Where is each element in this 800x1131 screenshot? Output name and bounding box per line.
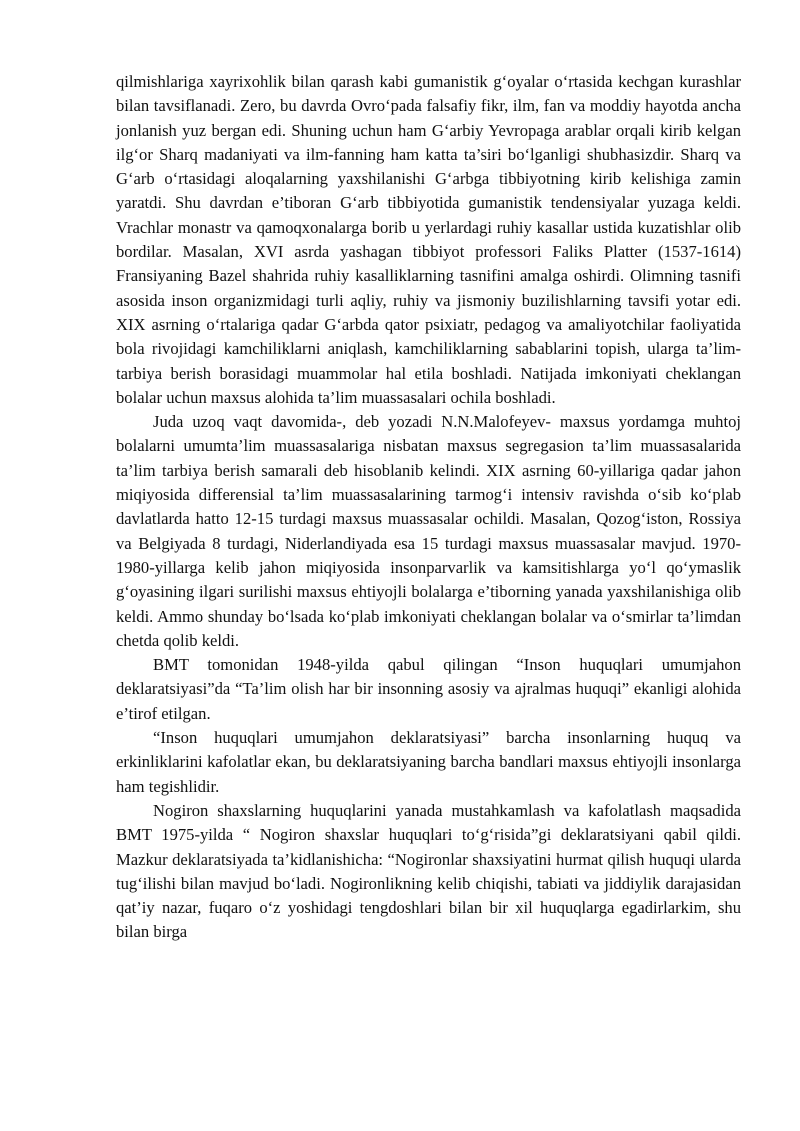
paragraph-4: “Inson huquqlari umumjahon deklaratsiyasi” barcha insonlarning huquq va erkinliklarini kafolatlar ekan, bu deklaratsiyaning barcha bandlari maxsus ehtiyojli insonlarga ham tegishlidir. xyxy=(116,728,741,796)
paragraph-2: Juda uzoq vaqt davomida-, deb yozadi N.N.Malofeyev- maxsus yordamga muhtoj bolalarni umumta’lim muassasalariga nisbatan maxsus segregasion ta’lim muassasalarida ta’lim tarbiya berish samarali deb hisoblanib kelindi. XIX asrning 60-yillariga qadar jahon miqiyosida differensial ta’lim muassasalarining tarmog‘i intensiv ravishda o‘sib ko‘plab davlatlarda hatto 12-15 turdagi maxsus muassasalar ochildi. Masalan, Qozog‘iston, Rossiya va Belgiyada 8 turdagi, Niderlandiyada esa 15 turdagi maxsus muassasalar mavjud. 1970-1980-yillarga kelib jahon miqiyosida insonparvarlik va kamsitishlarga yo‘l qo‘ymaslik g‘oyasining ilgari surilishi maxsus ehtiyojli bolalarga e’tiborning yanada yaxshilanishiga olib keldi. Ammo shunday bo‘lsada ko‘plab imkoniyati cheklangan bolalar va o‘smirlar ta’limdan chetda qolib keldi. xyxy=(116,412,741,650)
paragraph-1: qilmishlariga xayrixohlik bilan qarash kabi gumanistik g‘oyalar o‘rtasida kechgan kurashlar bilan tavsiflanadi. Zero, bu davrda Ovro‘pada falsafiy fikr, ilm, fan va moddiy hayotda ancha jonlanish yuz bergan edi. Shuning uchun ham G‘arbiy Yevropaga arablar orqali kirib kelgan ilg‘or Sharq madaniyati va ilm-fanning ham katta ta’siri bo‘lganligi shubhasizdir. Sharq va G‘arb o‘rtasidagi aloqalarning yaxshilanishi G‘arbga tibbiyotning kirib kelishiga zamin yaratdi. Shu davrdan e’tiboran G‘arb tibbiyotida gumanistik tendensiyalar yuzaga keldi. Vrachlar monastr va qamoqxonalarga borib u yerlardagi ruhiy kasallar ustida kuzatishlar olib bordilar. Masalan, XVI asrda yashagan tibbiyot professori Faliks Platter (1537-1614) Fransiyaning Bazel shahrida ruhiy kasalliklarning tasnifini amalga oshirdi. Olimning tasnifi asosida inson organizmidagi turli aqliy, ruhiy va jismoniy buzilishlarning tavsifi yotar edi. XIX asrning o‘rtalariga qadar G‘arbda qator psixiatr, pedagog va amaliyotchilar faoliyatida bola rivojidagi kamchiliklarni aniqlash, kamchiliklarning sabablarini topish, ularga ta’lim-tarbiya berish borasidagi muammolar hal etila boshladi. Natijada imkoniyati cheklangan bolalar uchun maxsus alohida ta’lim muassasalari ochila boshladi. xyxy=(116,72,741,407)
paragraph-3: BMT tomonidan 1948-yilda qabul qilingan “Inson huquqlari umumjahon deklaratsiyasi”da “Ta’lim olish har bir insonning asosiy va ajralmas huquqi” ekanligi alohida e’tirof etilgan. xyxy=(116,655,741,723)
document-page xyxy=(116,70,741,945)
paragraph-5: Nogiron shaxslarning huquqlarini yanada mustahkamlash va kafolatlash maqsadida BMT 1975-yilda “ Nogiron shaxslar huquqlari to‘g‘risida”gi deklaratsiyani qabil qildi. Mazkur deklaratsiyada ta’kidlanishicha: “Nogironlar shaxsiyatini hurmat qilish huquqi ularda tug‘ilishi bilan mavjud bo‘ladi. Nogironlikning kelib chiqishi, tabiati va jiddiylik darajasidan qat’iy nazar, fuqaro o‘z yoshidagi tengdoshlari bilan bir xil huquqlarga egadirlarkim, shu bilan birga xyxy=(116,800,741,942)
